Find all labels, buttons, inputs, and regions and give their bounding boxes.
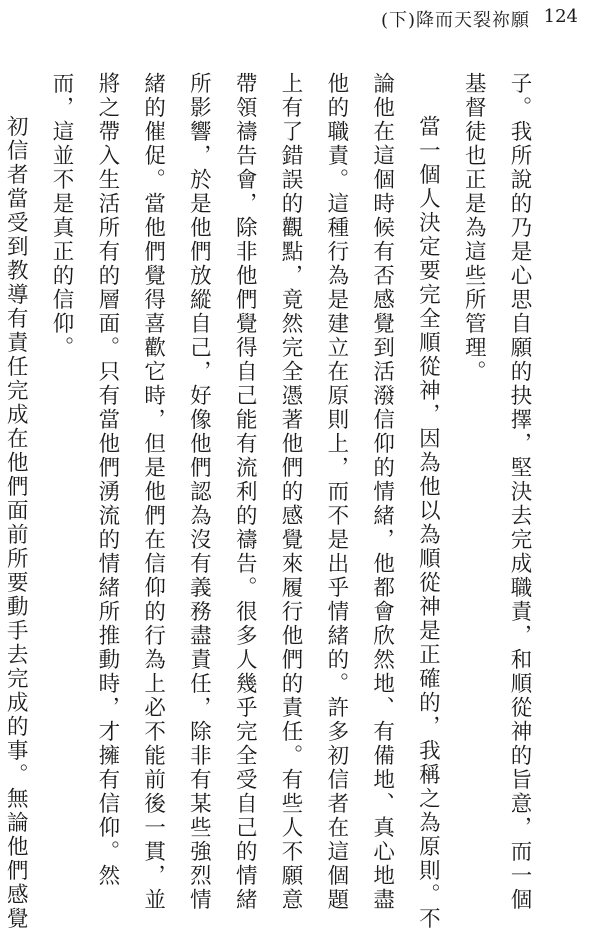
page-number: 124: [543, 6, 578, 27]
body-text: [2, 72, 542, 934]
paragraph-principle: 當一個人決定要完全順從神，因為他以為順從神是正確的，我稱之為原則。不論他在這個時候有否感覺到活潑信仰的情緒，他都會欣然地、有備地、真心地盡他的職責。這種行為是建立在原則上，而不是出乎情緒的。許多初信者在這個題上有了錯誤的觀點，竟然完全憑著他們的感覺來履行他們的責任。有些人不願意帶領禱告會，除非他們覺得自己能有流利的禱告。很多人幾乎完全受自己的情緒所影響，於是他們放縱自己，好像他們認為沒有義務盡責任，除非有某些強烈情緒的催促。當他們覺得喜歡它時，但是他們在信仰的行為上必不能前後一貫，並將之帶入生活所有的層面。只有當他們湧流的情緒所推動時，才擁有信仰。然而，這並不是真正的信仰。: [49, 72, 441, 931]
paragraph-continuation: 子。我所說的乃是心思自願的抉擇，堅決去完成職責，和順從神的旨意，而一個基督徒也正是為這些所管理。: [461, 72, 532, 912]
paragraph-new-believers: 初信者當受到教導有責任完成在他們面前所要動手去完成的事。無論他們感覺: [3, 115, 29, 931]
running-header: [0, 2, 592, 32]
header-title: (下)降而天裂祢願: [380, 10, 530, 31]
